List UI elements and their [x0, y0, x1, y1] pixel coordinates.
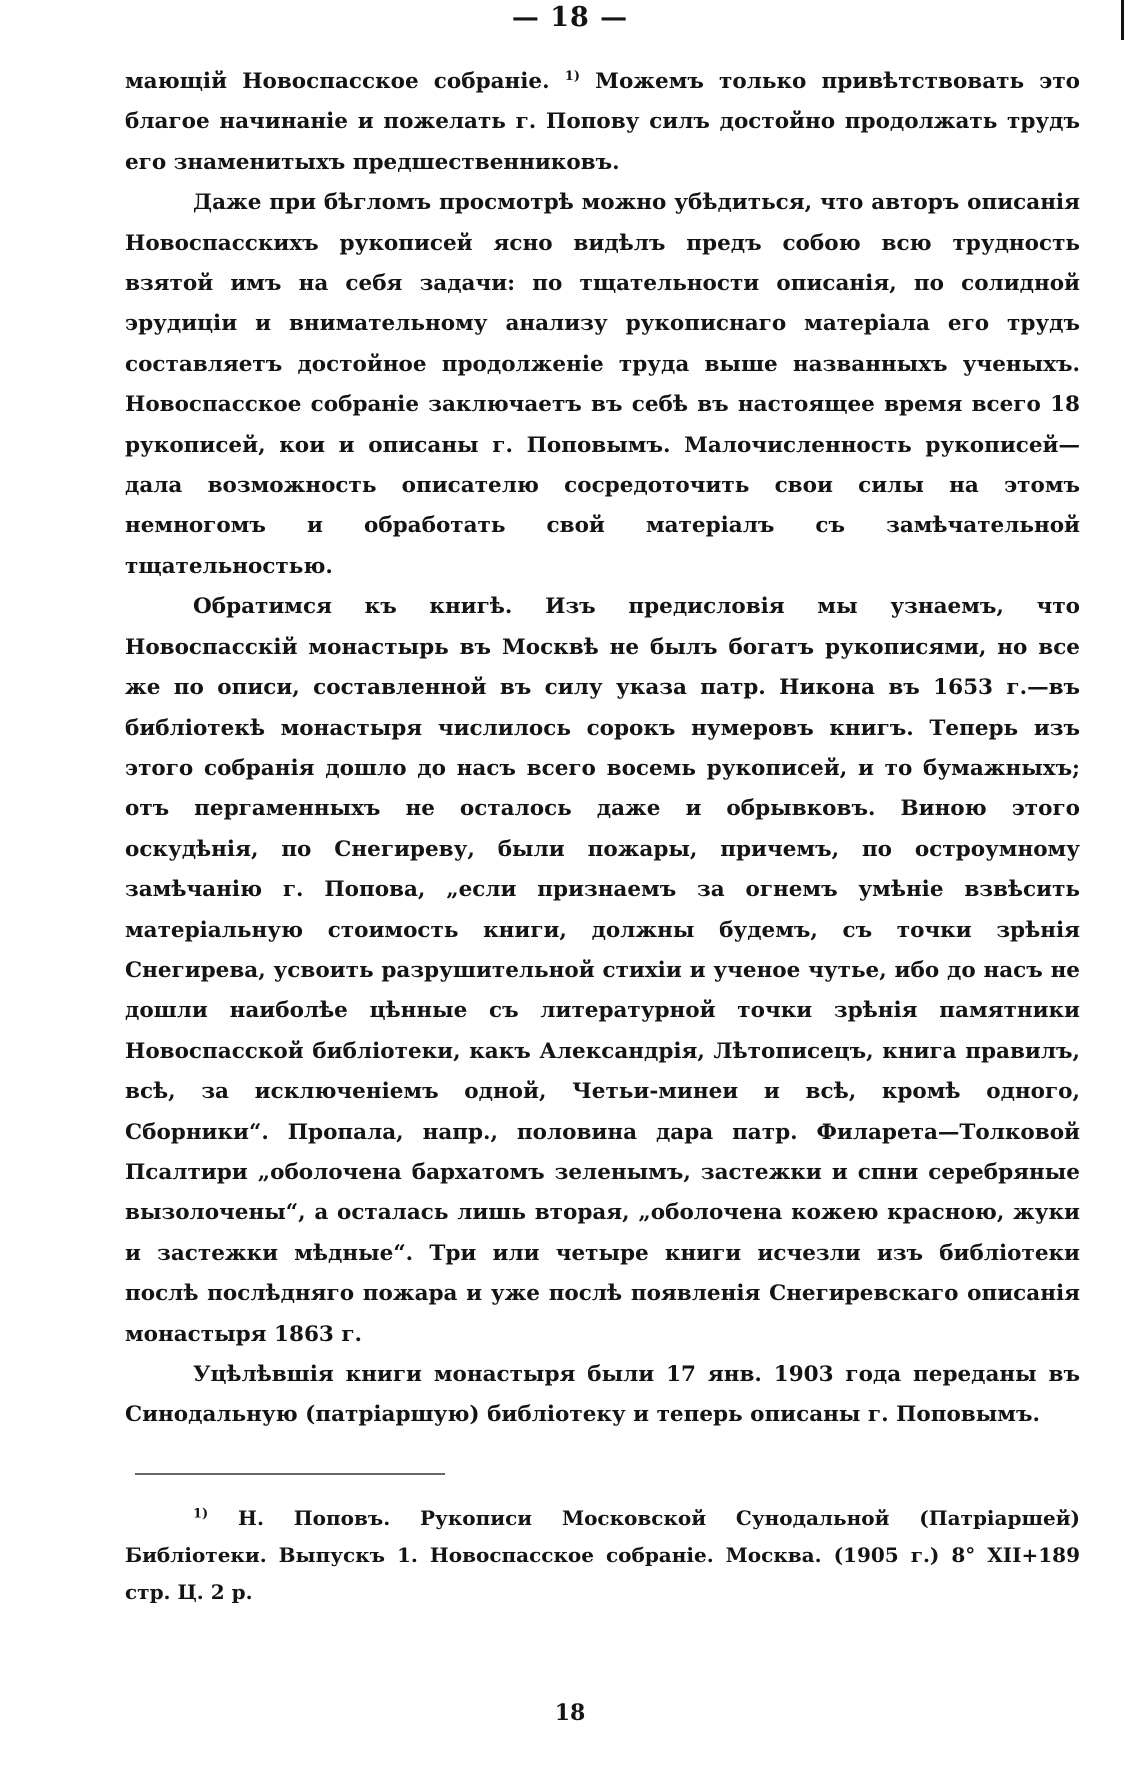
paragraph-1-end: Можемъ только привѣтствовать это благое начинаніе и пожелать г. Попову силъ достойно продолжать трудъ его знаменитыхъ предшественниковъ.	[125, 69, 1080, 175]
footnote-text: Н. Поповъ. Рукописи Московской Сунодальной (Патріаршей) Библіотеки. Выпускъ 1. Новоспасское собраніе. Москва. (1905 г.) 8° XII+189 стр. Ц. 2 р.	[125, 1506, 1080, 1604]
main-text	[125, 62, 1080, 1436]
footnote-marker: 1)	[193, 1506, 209, 1522]
paragraph-2: Даже при бѣгломъ просмотрѣ можно убѣдиться, что авторъ описанія Новоспасскихъ рукописей ясно видѣлъ предъ собою всю трудность взятой имъ на себя задачи: по тщательности описанія, по солидной эрудиціи и внимательному анализу рукописнаго матеріала его трудъ составляетъ достойное продолженіе труда выше названныхъ ученыхъ. Новоспасское собраніе заключаетъ въ себѣ въ настоящее время всего 18 рукописей, кои и описаны г. Поповымъ. Малочисленность рукописей—дала возможность описателю сосредоточить свои силы на этомъ немногомъ и обработать свой матеріалъ съ замѣчательной тщательностью.	[125, 190, 1080, 579]
bottom-page-mark: 18	[554, 1700, 586, 1726]
footnote	[125, 1500, 1080, 1611]
paragraph-3: Обратимся къ книгѣ. Изъ предисловія мы узнаемъ, что Новоспасскій монастырь въ Москвѣ не былъ богатъ рукописями, но все же по описи, составленной въ силу указа патр. Никона въ 1653 г.—въ библіотекѣ монастыря числилось сорокъ нумеровъ книгъ. Теперь изъ этого собранія дошло до насъ всего восемь рукописей, и то бумажныхъ; отъ пергаменныхъ не осталось даже и обрывковъ. Виною этого оскудѣнія, по Снегиреву, были пожары, причемъ, по остроумному замѣчанію г. Попова, „если признаемъ за огнемъ умѣніе взвѣсить матеріальную стоимость книги, должны будемъ, съ точки зрѣнія Снегирева, усвоить разрушительной стихіи и ученое чутье, ибо до насъ не дошли наиболѣе цѣнные съ литературной точки зрѣнія памятники Новоспасской библіотеки, какъ Александрія, Лѣтописецъ, книга правилъ, всѣ, за исключеніемъ одной, Четьи-минеи и всѣ, кромѣ одного, Сборники“. Пропала, напр., половина дара патр. Филарета—Толковой Псалтири „оболочена бархатомъ зеленымъ, застежки и спни серебряные вызолочены“, а осталась лишь вторая, „оболочена кожею красною, жуки и застежки мѣдные“. Три или четыре книги исчезли изъ библіотеки послѣ послѣдняго пожара и уже послѣ появленія Снегиревскаго описанія монастыря 1863 г.	[125, 594, 1080, 1347]
page-number: — 18 —	[511, 2, 629, 33]
footnote-divider	[135, 1473, 445, 1475]
paragraph-4: Уцѣлѣвшія книги монастыря были 17 янв. 1903 года переданы въ Синодальную (патріаршую) библіотеку и теперь описаны г. Поповымъ.	[125, 1362, 1080, 1428]
paragraph-continuation	[125, 62, 1080, 183]
paragraph-1-start: мающій Новоспасское собраніе.	[125, 69, 550, 94]
footnote-reference: 1)	[564, 68, 580, 84]
